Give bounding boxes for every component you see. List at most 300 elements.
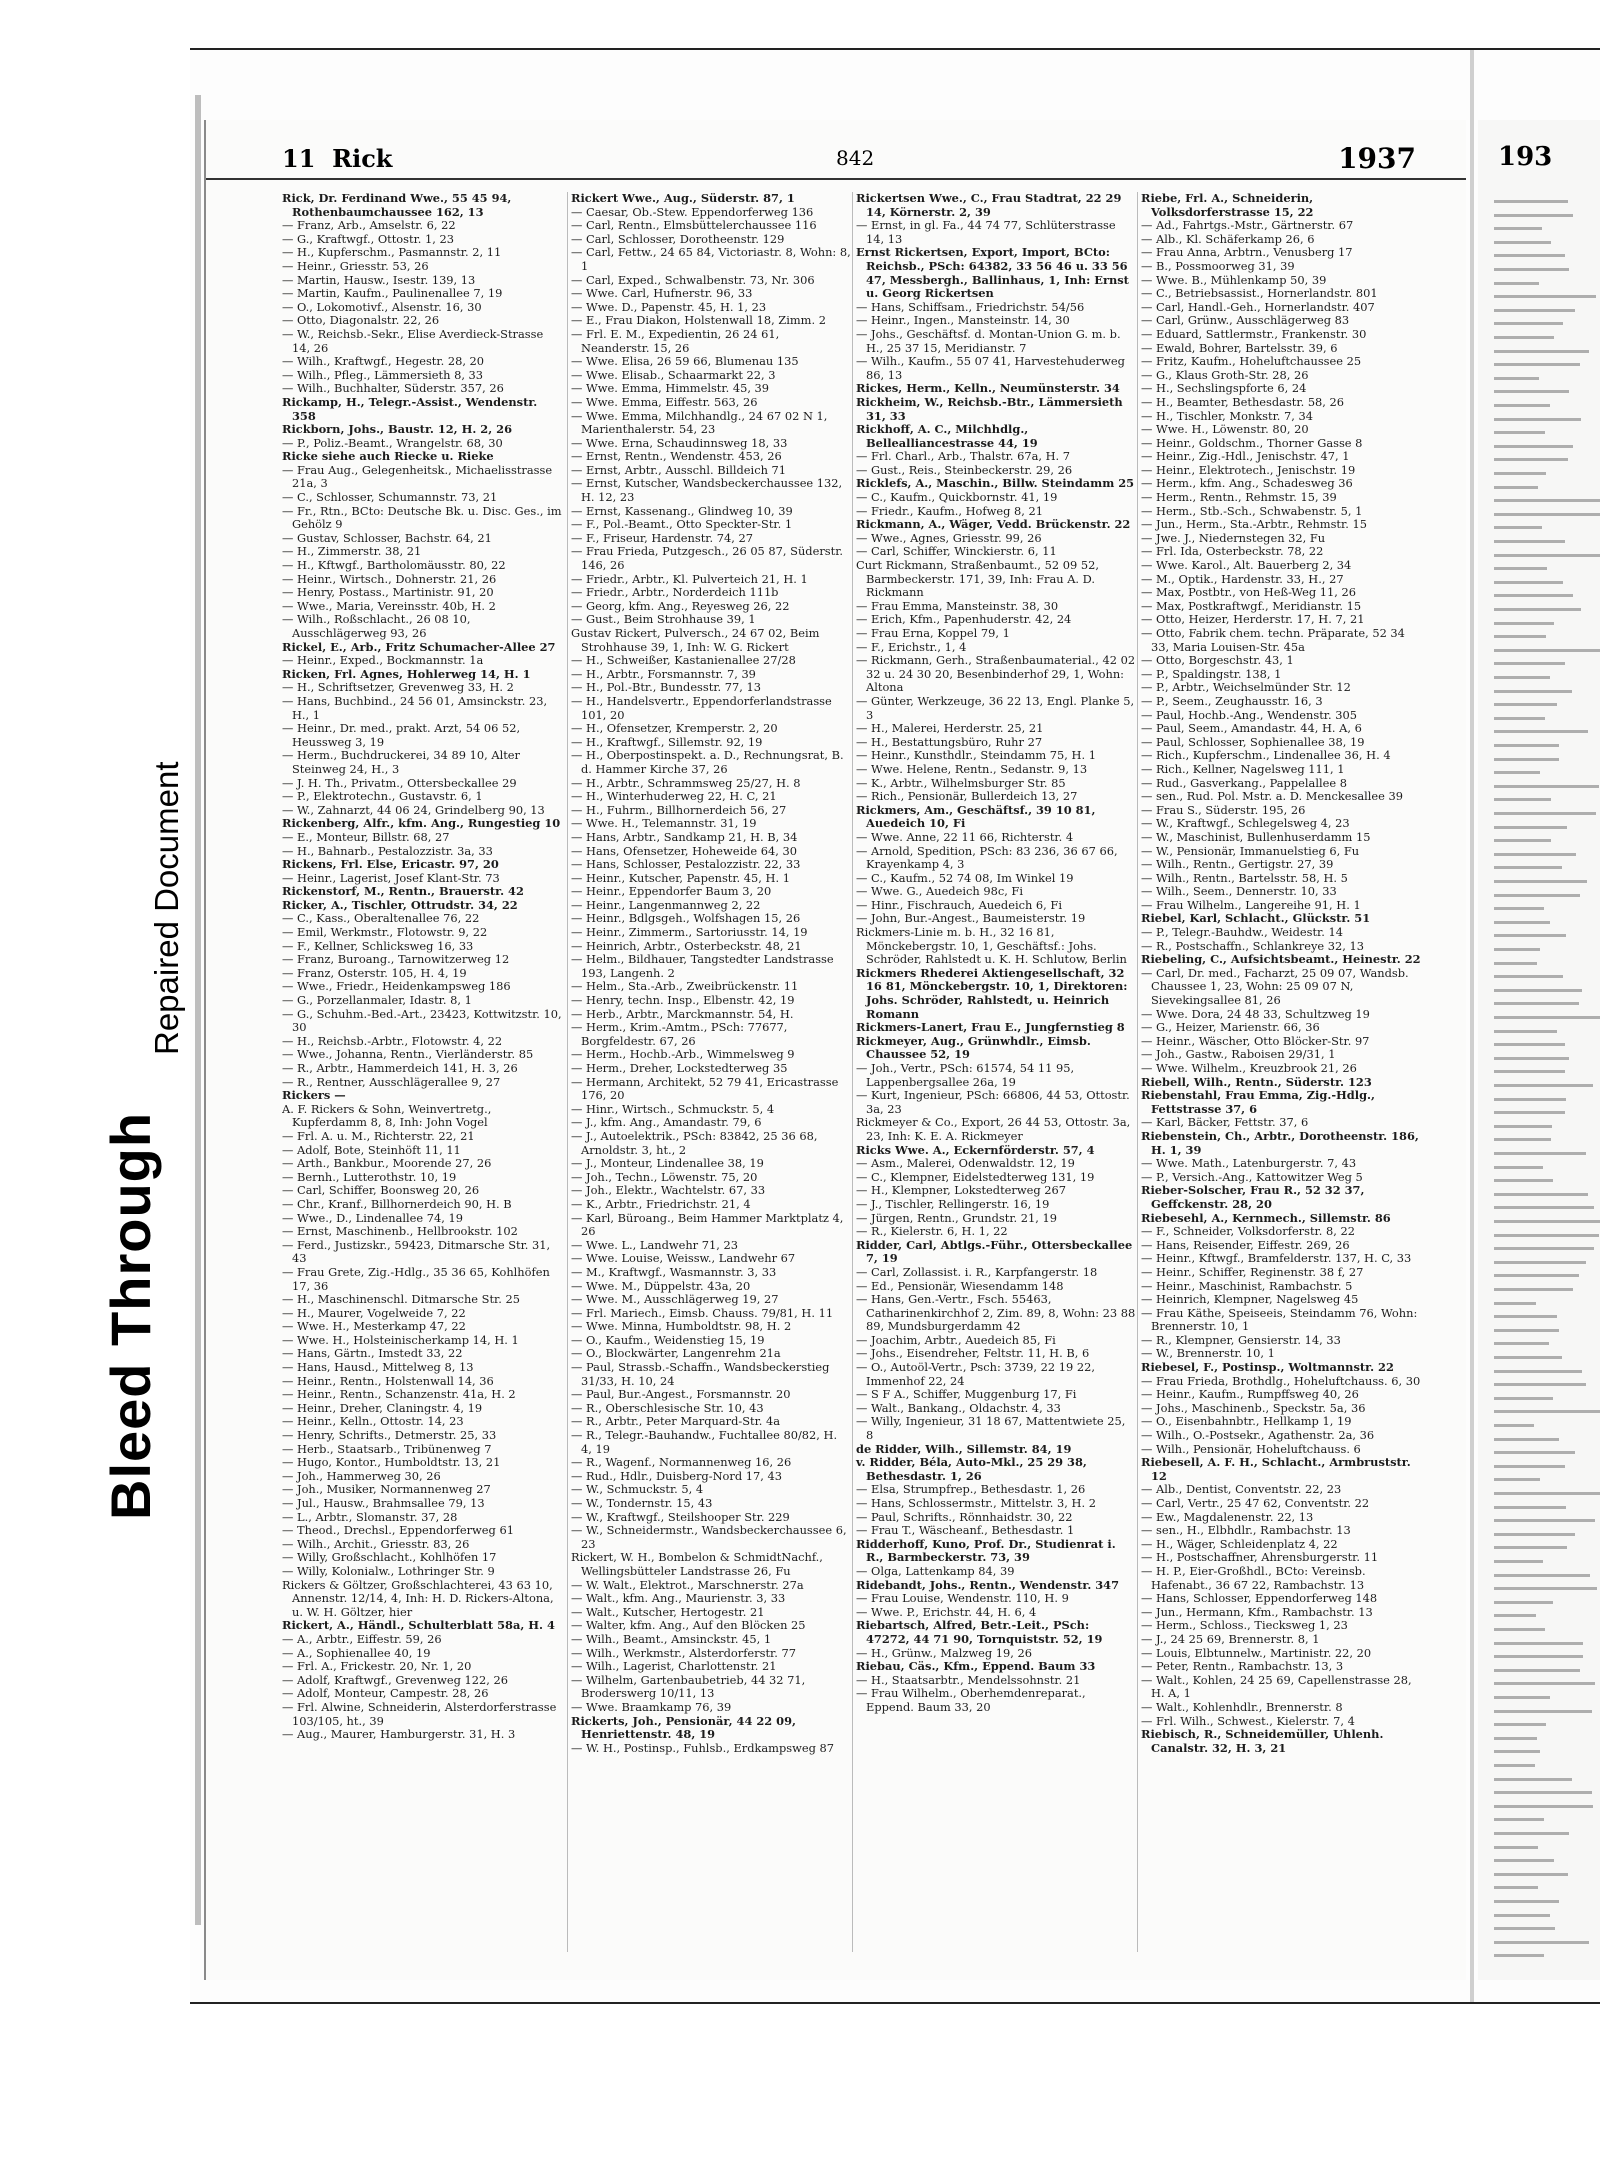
directory-entry: — W., Kraftwgf., Steilshooper Str. 229	[571, 1509, 790, 1524]
directory-entry: — Heinr., Bdlgsgeh., Wolfshagen 15, 26	[571, 911, 801, 926]
facing-page-text-line	[1494, 1750, 1540, 1753]
directory-entry: — H., Sechslingspforte 6, 24	[1141, 381, 1307, 396]
directory-entry: — Olga, Lattenkamp 84, 39	[856, 1563, 1015, 1578]
directory-entry: — W., Kraftwgf., Schlegelsweg 4, 23	[1141, 816, 1350, 831]
directory-entry: — H., Maurer, Vogelweide 7, 22	[282, 1305, 466, 1320]
directory-entry: — C., Kaufm., Quickbornstr. 41, 19	[856, 490, 1058, 505]
directory-entry: — R., Klempner, Gensierstr. 14, 33	[1141, 1332, 1341, 1347]
directory-entry: — Henry, Schrifts., Detmerstr. 25, 33	[282, 1428, 497, 1443]
directory-entry: — O., Blockwärter, Langenrehm 21a	[571, 1346, 781, 1361]
facing-page-text-line	[1494, 1016, 1600, 1019]
facing-page-text-line	[1494, 662, 1565, 665]
facing-page-text-line	[1494, 1247, 1594, 1250]
facing-page-text-line	[1494, 1220, 1600, 1223]
directory-entry: — Rud., Gasverkang., Pappelallee 8	[1141, 775, 1347, 790]
directory-entry: — Hans, Schiffsam., Friedrichstr. 54/56	[856, 299, 1085, 314]
facing-page-text-line	[1494, 744, 1559, 747]
directory-entry: — H., Fuhrm., Billhornerdeich 56, 27	[571, 802, 787, 817]
directory-entry: — Franz, Arb., Amselstr. 6, 22	[282, 218, 456, 233]
directory-entry: — J., 24 25 69, Brennerstr. 8, 1	[1141, 1631, 1320, 1646]
facing-page-text-line	[1494, 758, 1559, 761]
directory-entry: Rickert, W. H., Bombelon & SchmidtNachf., Wellingsbütteler Landstrasse 26, Fu	[571, 1550, 823, 1578]
facing-page-text-line	[1494, 1628, 1545, 1631]
directory-entry: — Herb., Staatsarb., Tribünenweg 7	[282, 1441, 492, 1456]
directory-entry: — Joh., Gastw., Raboisen 29/31, 1	[1141, 1047, 1336, 1062]
directory-entry: — Ad., Fahrtgs.-Mstr., Gärtnerstr. 67	[1141, 218, 1354, 233]
directory-entry: — Wwe. Emma, Milchhandlg., 24 67 02 N 1, Marienthalerstr. 54, 23	[571, 408, 828, 437]
directory-entry: — Heinr., Kaufm., Rumpffsweg 40, 26	[1141, 1387, 1359, 1402]
facing-page-text-line	[1494, 1900, 1559, 1903]
directory-entry: — Carl, Schiffer, Boonsweg 20, 26	[282, 1183, 480, 1198]
directory-entry-head: Rickel, E., Arb., Fritz Schumacher-Allee 27	[282, 639, 556, 654]
directory-entry: — Carl, Rentn., Elmsbüttelerchaussee 116	[571, 218, 817, 233]
facing-page-text-line	[1494, 703, 1557, 706]
directory-entry: — Herm., Krim.-Amtm., PSch: 77677, Borgfeldestr. 67, 26	[571, 1020, 788, 1048]
directory-entry: — Otto, Heizer, Herderstr. 17, H. 7, 21	[1141, 612, 1365, 627]
directory-entry: — Wwe. Erna, Schaudinnsweg 18, 33	[571, 435, 788, 450]
directory-entry-head: Rieber-Solscher, Frau R., 52 32 37, Geffckenstr. 28, 20	[1141, 1183, 1365, 1211]
directory-entry: — Carl, Grünw., Ausschlägerweg 83	[1141, 313, 1350, 328]
directory-entry-head: Rickmers Rhederei Aktiengesellschaft, 32 16 81, Mönckebergstr. 10, 1, Direktoren: Johs. Schröder, Rahlstedt, u. Heinrich Romann	[856, 965, 1128, 1021]
directory-entry: — Frau Frieda, Brothdlg., Hoheluftchauss. 6, 30	[1141, 1373, 1421, 1388]
directory-entry: — Joh., Vertr., PSch: 61574, 54 11 95, Lappenbergsallee 26a, 19	[856, 1061, 1075, 1089]
directory-entry: — Wilh., Beamt., Amsinckstr. 45, 1	[571, 1631, 772, 1646]
directory-entry: — C., Klempner, Eidelstedterweg 131, 19	[856, 1169, 1095, 1184]
directory-entry: — Wwe. H., Mesterkamp 47, 22	[282, 1319, 466, 1334]
directory-entry-head: Ricken, Frl. Agnes, Hohlerweg 14, H. 1	[282, 666, 531, 681]
facing-page-text-line	[1494, 962, 1537, 965]
directory-entry: — Wilh., Werkmstr., Alsterdorferstr. 77	[571, 1645, 796, 1660]
directory-entry: — Wilh., Archit., Griesstr. 83, 26	[282, 1536, 470, 1551]
directory-entry-head: Rickertsen Wwe., C., Frau Stadtrat, 22 29 14, Körnerstr. 2, 39	[856, 192, 1122, 219]
directory-entry: — O., Eisenbahnbtr., Hellkamp 1, 19	[1141, 1414, 1352, 1429]
facing-page-text-line	[1494, 486, 1538, 489]
directory-entry: — Frau T., Wäscheanf., Bethesdastr. 1	[856, 1523, 1075, 1538]
directory-entry: — H., Pol.-Btr., Bundesstr. 77, 13	[571, 680, 761, 695]
directory-entry: — Hans, Gärtn., Imstedt 33, 22	[282, 1346, 463, 1361]
directory-entry-head: Ridebandt, Johs., Rentn., Wendenstr. 347	[856, 1577, 1120, 1592]
directory-entry: — Hinr., Fischrauch, Auedeich 6, Fi	[856, 897, 1062, 912]
directory-entry: — Frau Erna, Koppel 79, 1	[856, 626, 1010, 640]
directory-entry: — Emil, Werkmstr., Flotowstr. 9, 22	[282, 925, 488, 940]
directory-entry-head: Rickmeyer, Aug., Grünwhdlr., Eimsb. Chaussee 52, 19	[856, 1033, 1091, 1062]
facing-page-text-line	[1494, 1342, 1549, 1345]
directory-entry-head: Rickamp, H., Telegr.-Assist., Wendenstr. 358	[282, 394, 538, 423]
directory-entry: Curt Rickmann, Straßenbaumt., 52 09 52, Barmbeckerstr. 171, 39, Inh: Frau A. D. Rickmann	[856, 558, 1100, 600]
directory-entry: — H., Oberpostinspekt. a. D., Rechnungsrat, B. d. Hammer Kirche 37, 26	[571, 748, 844, 776]
directory-entry: — Hans, Schlosser, Eppendorferweg 148	[1141, 1591, 1378, 1606]
directory-entry: — Wwe. M., Düppelstr. 43a, 20	[571, 1278, 751, 1293]
directory-entry: — Wwe. D., Papenstr. 45, H. 1, 23	[571, 299, 767, 314]
directory-entry: Rickmeyer & Co., Export, 26 44 53, Ottostr. 3a, 23, Inh: K. E. A. Rickmeyer	[856, 1115, 1131, 1143]
directory-entry: — Rud., Hdlr., Duisberg-Nord 17, 43	[571, 1468, 782, 1483]
label-bleed-through: Bleed Through	[99, 1111, 162, 1520]
directory-entry: — Carl, Exped., Schwalbenstr. 73, Nr. 306	[571, 272, 815, 287]
facing-page-text-line	[1494, 322, 1563, 325]
directory-entry: — B., Possmoorweg 31, 39	[1141, 258, 1295, 273]
directory-entry: — H., Reichsb.-Arbtr., Flotowstr. 4, 22	[282, 1033, 503, 1048]
directory-entry: — Frl. Charl., Arb., Thalstr. 67a, H. 7	[856, 449, 1071, 464]
directory-entry: — Herm., Dreher, Lockstedterweg 35	[571, 1061, 788, 1075]
directory-entry: — R., Wagenf., Normannenweg 16, 26	[571, 1455, 792, 1470]
directory-entry: — Johs., Maschinenb., Speckstr. 5a, 36	[1141, 1400, 1366, 1415]
directory-entry: — Frau Anna, Arbtrn., Venusberg 17	[1141, 245, 1353, 260]
directory-entry: — Wwe., D., Lindenallee 74, 19	[282, 1210, 463, 1225]
directory-entry: — Herm., Rentn., Rehmstr. 15, 39	[1141, 490, 1337, 505]
facing-page-text-line	[1494, 241, 1551, 244]
directory-entry: — Ernst, Kutscher, Wandsbeckerchaussee 132, H. 12, 23	[571, 476, 843, 505]
facing-page-text-line	[1494, 1424, 1534, 1427]
directory-entry: — John, Bur.-Angest., Baumeisterstr. 19	[856, 911, 1086, 926]
directory-entry: — J., Monteur, Lindenallee 38, 19	[571, 1156, 764, 1171]
directory-entry: — H., Bestattungsbüro, Ruhr 27	[856, 734, 1043, 749]
directory-entry: — Ferd., Justizskr., 59423, Ditmarsche Str. 31, 43	[282, 1237, 551, 1266]
directory-entry: — Hermann, Architekt, 52 79 41, Ericastrasse 176, 20	[571, 1074, 839, 1103]
directory-entry: — F., Pol.-Beamt., Otto Speckter-Str. 1	[571, 517, 793, 532]
directory-entry: — Max, Postkraftwgf., Meridianstr. 15	[1141, 598, 1362, 613]
directory-entry: — Walt., Kohlenhdlr., Brennerstr. 8	[1141, 1699, 1343, 1714]
directory-entry: — Wwe., Agnes, Griesstr. 99, 26	[856, 530, 1042, 545]
facing-page-text-line	[1494, 1315, 1557, 1318]
facing-page-text-line	[1494, 1723, 1546, 1726]
directory-entry: — Friedr., Arbtr., Norderdeich 111b	[571, 585, 779, 600]
directory-entry: — F., Kellner, Schlicksweg 16, 33	[282, 938, 474, 953]
directory-entry: — Wwe. L., Landwehr 71, 23	[571, 1237, 738, 1252]
directory-entry: — Johs., Eisendreher, Feltstr. 11, H. B, 6	[856, 1346, 1090, 1361]
directory-entry: — Frau Aug., Gelegenheitsk., Michaelisstrasse 21a, 3	[282, 462, 553, 491]
directory-entry: — Bernh., Lutterothstr. 10, 19	[282, 1169, 457, 1184]
directory-entry: — H., Kupferschm., Pasmannstr. 2, 11	[282, 245, 502, 260]
directory-entry-head: Rickmers-Lanert, Frau E., Jungfernstieg 8	[856, 1020, 1125, 1035]
directory-entry: — F., Friseur, Hardenstr. 74, 27	[571, 530, 753, 545]
directory-entry-head: Ricklefs, A., Maschin., Billw. Steindamm 25	[856, 476, 1135, 491]
directory-entry: — Hans, Schlossermstr., Mittelstr. 3, H. 2	[856, 1496, 1096, 1510]
annotation-labels	[50, 110, 200, 1520]
directory-entry: — M., Kraftwgf., Wasmannstr. 3, 33	[571, 1264, 777, 1279]
facing-page-text-line	[1494, 200, 1568, 203]
directory-entry: — Rich., Kupferschm., Lindenallee 36, H. 4	[1141, 748, 1391, 763]
directory-entry: — Walt., Kohlen, 24 25 69, Capellenstrasse 28, H. A, 1	[1141, 1672, 1412, 1701]
directory-entry: — H., Kftwgf., Bartholomäusstr. 80, 22	[282, 558, 506, 573]
facing-page-text-line	[1494, 350, 1589, 353]
directory-entry: — Paul, Schrifts., Rönnhaidstr. 30, 22	[856, 1509, 1073, 1524]
directory-entry-head: Rick, Dr. Ferdinand Wwe., 55 45 94, Rothenbaumchaussee 162, 13	[282, 192, 512, 219]
directory-entry: — Hans, Arbtr., Sandkamp 21, H. B, 34	[571, 829, 798, 844]
directory-entry: — L., Arbtr., Slomanstr. 37, 28	[282, 1509, 458, 1524]
facing-page-text-line	[1494, 1383, 1586, 1386]
column-1	[282, 192, 562, 1952]
facing-page-text-line	[1494, 853, 1576, 856]
directory-entry: — Ernst, Rentn., Wendenstr. 453, 26	[571, 449, 782, 464]
directory-entry: — Frl. Mariech., Eimsb. Chauss. 79/81, H. 11	[571, 1305, 834, 1320]
directory-entry-head: Riebeling, C., Aufsichtsbeamt., Heinestr. 22	[1141, 952, 1421, 967]
directory-entry: — Elsa, Strumpfrep., Bethesdastr. 1, 26	[856, 1482, 1086, 1497]
directory-entry-head: Rickens, Frl. Else, Ericastr. 97, 20	[282, 857, 499, 872]
facing-page-text-line	[1494, 1682, 1595, 1685]
directory-entry: — Caesar, Ob.-Stew. Eppendorferweg 136	[571, 204, 814, 219]
directory-entry: — Wwe. H., Holsteinischerkamp 14, H. 1	[282, 1332, 519, 1347]
directory-entry: — Ernst, in gl. Fa., 44 74 77, Schlüterstrasse 14, 13	[856, 218, 1116, 246]
directory-entry: — Heinr., Lagerist, Josef Klant-Str. 73	[282, 870, 500, 885]
directory-entry: — Wwe. H., Löwenstr. 80, 20	[1141, 422, 1309, 437]
directory-entry: — A., Arbtr., Eiffestr. 59, 26	[282, 1631, 442, 1646]
directory-entry: — Franz, Buroang., Tarnowitzerweg 12	[282, 952, 510, 967]
directory-entry: — Arth., Bankbur., Moorende 27, 26	[282, 1156, 492, 1171]
directory-entry: — Georg, kfm. Ang., Reyesweg 26, 22	[571, 598, 790, 613]
directory-entry: — Erich, Kfm., Papenhuderstr. 42, 24	[856, 612, 1072, 627]
facing-page-text-line	[1494, 1696, 1550, 1699]
directory-entry: — R., Kielerstr. 6, H. 1, 22	[856, 1224, 1008, 1239]
directory-entry: — H., Grünw., Malzweg 19, 26	[856, 1645, 1033, 1660]
directory-entry: — Joh., Elektr., Wachtelstr. 67, 33	[571, 1183, 766, 1198]
directory-entry: — Carl, Vertr., 25 47 62, Conventstr. 22	[1141, 1496, 1370, 1510]
directory-entry: — Otto, Fabrik chem. techn. Präparate, 52 34 33, Maria Louisen-Str. 45a	[1141, 626, 1405, 654]
directory-entry-head: Rickhoff, A. C., Milchhdlg., Bellealliancestrasse 44, 19	[856, 422, 1038, 450]
directory-entry: — W. H., Postinsp., Fuhlsb., Erdkampsweg 87	[571, 1740, 835, 1755]
facing-page-text-line	[1494, 676, 1550, 679]
directory-entry: — Frl. Wilh., Schwest., Kielerstr. 7, 4	[1141, 1713, 1355, 1728]
facing-page-text-line	[1494, 1356, 1562, 1359]
directory-entry: — Joh., Musiker, Normannenweg 27	[282, 1482, 491, 1497]
directory-entry: — Heinr., Schiffer, Reginenstr. 38 f, 27	[1141, 1264, 1364, 1279]
directory-columns	[282, 192, 1422, 1952]
directory-entry: — Alb., Dentist, Conventstr. 22, 23	[1141, 1482, 1342, 1497]
directory-entry: — Frau Wilhelm., Oberhemdenreparat., Eppend. Baum 33, 20	[856, 1686, 1086, 1714]
directory-entry: — Carl, Schiffer, Winckierstr. 6, 11	[856, 544, 1057, 559]
directory-entry-head: Ridder, Carl, Abtlgs.-Führ., Ottersbeckallee 7, 19	[856, 1237, 1133, 1266]
facing-page-text-line	[1494, 1166, 1543, 1169]
directory-entry: — H., Zimmerstr. 38, 21	[282, 544, 422, 559]
facing-page-text-line	[1494, 880, 1587, 883]
directory-entry: — E., Frau Diakon, Holstenwall 18, Zimm. 2	[571, 313, 826, 328]
facing-page-text-line	[1494, 1832, 1569, 1835]
directory-entry: — H., Arbtr., Schrammsweg 25/27, H. 8	[571, 775, 801, 790]
facing-page-text-line	[1494, 1261, 1586, 1264]
directory-entry: — Wilh., Rentn., Bartelsstr. 58, H. 5	[1141, 870, 1348, 885]
facing-page-text-line	[1494, 1152, 1586, 1155]
directory-entry: — H., Malerei, Herderstr. 25, 21	[856, 721, 1044, 736]
directory-entry-head: Ricks Wwe. A., Eckernförderstr. 57, 4	[856, 1142, 1095, 1157]
facing-page-text-line	[1494, 1655, 1583, 1658]
directory-entry: — Rickmann, Gerh., Straßenbaumaterial., 42 02 32 u. 24 30 20, Besenbinderhof 29, 1, Wohn: Altona	[856, 653, 1136, 695]
directory-entry: — Heinr., Dreher, Claningstr. 4, 19	[282, 1400, 483, 1415]
directory-entry: — W., Tondernstr. 15, 43	[571, 1496, 713, 1510]
directory-entry: — W., Reichsb.-Sekr., Elise Averdieck-Strasse 14, 26	[282, 326, 544, 355]
directory-entry: — Carl, Fettw., 24 65 84, Victoriastr. 8, Wohn: 8, 1	[571, 245, 851, 273]
facing-page-text-line	[1494, 418, 1581, 421]
directory-entry: — H., Bahnarb., Pestalozzistr. 3a, 33	[282, 843, 493, 858]
directory-entry: — Herb., Arbtr., Marckmannstr. 54, H.	[571, 1006, 794, 1021]
directory-entry: — Paul, Schlosser, Sophienallee 38, 19	[1141, 734, 1365, 749]
directory-entry: — R., Telegr.-Bauhandw., Fuchtallee 80/82, H. 4, 19	[571, 1428, 838, 1456]
directory-entry: — S F A., Schiffer, Muggenburg 17, Fi	[856, 1387, 1077, 1402]
facing-page-text-line	[1494, 1057, 1569, 1060]
directory-entry: — W. Walt., Elektrot., Marschnerstr. 27a	[571, 1577, 804, 1592]
facing-page-text-line	[1494, 1506, 1566, 1509]
directory-entry: — Carl, Handl.-Geh., Hornerlandstr. 407	[1141, 299, 1375, 314]
directory-entry: — H. P., Eier-Großhdl., BCto: Vereinsb. Hafenabt., 36 67 22, Rambachstr. 13	[1141, 1563, 1366, 1592]
facing-page-text-line	[1494, 1451, 1575, 1454]
facing-page-text-line	[1494, 1410, 1600, 1413]
page-number: 842	[836, 146, 875, 170]
facing-page-text-line	[1494, 1465, 1565, 1468]
directory-entry: — O., Lokomotivf., Alsenstr. 16, 30	[282, 299, 482, 314]
facing-page-text-line	[1494, 472, 1546, 475]
directory-entry: — Frau Grete, Zig.-Hdlg., 35 36 65, Kohlhöfen 17, 36	[282, 1264, 550, 1293]
directory-entry: — P., Seem., Zeughausstr. 16, 3	[1141, 693, 1323, 708]
directory-entry-head: Rickert Wwe., Aug., Süderstr. 87, 1	[571, 192, 795, 205]
facing-page-text-line	[1494, 458, 1568, 461]
directory-entry: — Eduard, Sattlermstr., Frankenstr. 30	[1141, 326, 1367, 341]
directory-entry: — Ernst, Kassenang., Glindweg 10, 39	[571, 503, 793, 518]
directory-entry: — Paul, Hochb.-Ang., Wendenstr. 305	[1141, 707, 1357, 722]
directory-entry-head: Rickmann, A., Wäger, Vedd. Brückenstr. 22	[856, 517, 1131, 532]
directory-entry: — Frau Louise, Wendenstr. 110, H. 9	[856, 1591, 1069, 1606]
directory-entry: — H., Wäger, Schleidenplatz 4, 22	[1141, 1536, 1338, 1551]
directory-entry: — P., Arbtr., Weichselmünder Str. 12	[1141, 680, 1351, 695]
directory-entry: — Heinr., Kftwgf., Bramfelderstr. 137, H. C, 33	[1141, 1251, 1412, 1266]
directory-entry: — Walt., Bankang., Oldachstr. 4, 33	[856, 1400, 1061, 1415]
directory-entry: — R., Arbtr., Hammerdeich 141, H. 3, 26	[282, 1061, 518, 1075]
directory-entry: — Rich., Pensionär, Bullerdeich 13, 27	[856, 789, 1078, 804]
directory-entry-head: Riebell, Wilh., Rentn., Süderstr. 123	[1141, 1074, 1372, 1089]
directory-entry: — H., Postschaffner, Ahrensburgerstr. 11	[1141, 1550, 1379, 1565]
directory-entry: — Heinr., Maschinist, Rambachstr. 5	[1141, 1278, 1353, 1293]
directory-entry-head: Riebesel, F., Postinsp., Woltmannstr. 22	[1141, 1360, 1394, 1375]
facing-page-text-line	[1494, 227, 1542, 230]
directory-entry: — Willy, Großschlacht., Kohlhöfen 17	[282, 1550, 497, 1565]
directory-entry-head: Ernst Rickertsen, Export, Import, BCto: Reichsb., PSch: 64382, 33 56 46 u. 33 56 47, Messbergh., Ballinhaus, 1, Inh: Ernst u. Georg Rickertsen	[856, 245, 1129, 301]
directory-entry: — Ewald, Bohrer, Bartelsstr. 39, 6	[1141, 340, 1338, 355]
directory-entry: — Theod., Drechsl., Eppendorferweg 61	[282, 1523, 514, 1538]
directory-entry: — Joachim, Arbtr., Auedeich 85, Fi	[856, 1332, 1056, 1347]
facing-page-text-line	[1494, 1614, 1536, 1617]
directory-entry: — R., Rentner, Ausschlägerallee 9, 27	[282, 1074, 501, 1089]
directory-entry: — Wwe. Elisa, 26 59 66, Blumenau 135	[571, 354, 799, 369]
directory-entry: — E., Monteur, Billstr. 68, 27	[282, 829, 450, 844]
directory-entry: — Otto, Diagonalstr. 22, 26	[282, 313, 440, 328]
directory-entry: — Frl. A., Frickestr. 20, Nr. 1, 20	[282, 1659, 472, 1674]
directory-entry: — Martin, Hausw., Isestr. 139, 13	[282, 272, 476, 287]
directory-entry: — Wwe. Math., Latenburgerstr. 7, 43	[1141, 1156, 1357, 1171]
directory-entry-head: Ridderhoff, Kuno, Prof. Dr., Studienrat i. R., Barmbeckerstr. 73, 39	[856, 1536, 1116, 1565]
directory-entry-head: Riebel, Karl, Schlacht., Glückstr. 51	[1141, 911, 1371, 926]
column-3	[852, 192, 1136, 1952]
directory-entry: — C., Schlosser, Schumannstr. 73, 21	[282, 490, 498, 505]
directory-entry: — Heinr., Kutscher, Papenstr. 45, H. 1	[571, 870, 790, 885]
directory-entry: — H., Tischler, Monkstr. 7, 34	[1141, 408, 1314, 423]
facing-page-text-line	[1494, 1533, 1575, 1536]
facing-page-text-line	[1494, 1737, 1537, 1740]
directory-entry: — K., Arbtr., Wilhelmsburger Str. 85	[856, 775, 1066, 790]
directory-entry: — C., Kass., Oberaltenallee 76, 22	[282, 911, 480, 926]
directory-entry: — Wwe. H., Telemannstr. 31, 19	[571, 816, 757, 831]
directory-entry: — Wwe. Carl, Hufnerstr. 96, 33	[571, 286, 753, 301]
directory-entry: — Paul, Bur.-Angest., Forsmannstr. 20	[571, 1387, 791, 1402]
directory-entry: — Arnold, Spedition, PSch: 83 236, 36 67 66, Krayenkamp 4, 3	[856, 843, 1118, 872]
directory-entry: — Frl. E. M., Expedientin, 26 24 61, Neanderstr. 15, 26	[571, 326, 780, 355]
directory-entry: — Franz, Osterstr. 105, H. 4, 19	[282, 965, 467, 980]
directory-entry: — Wilh., Pfleg., Lämmersieth 8, 33	[282, 367, 484, 382]
label-repaired-document: Repaired Document	[148, 761, 185, 1055]
directory-entry: — Heinr., Elektrotech., Jenischstr. 19	[1141, 462, 1356, 477]
directory-entry: — Heinr., Dr. med., prakt. Arzt, 54 06 52, Heussweg 3, 19	[282, 721, 521, 749]
directory-entry: — Wilh., Buchhalter, Süderstr. 357, 26	[282, 381, 504, 396]
directory-entry: — Willy, Kolonialw., Lothringer Str. 9	[282, 1563, 495, 1578]
directory-entry: — Heinr., Kunsthdlr., Steindamm 75, H. 1	[856, 748, 1096, 763]
directory-entry: — G., Kraftwgf., Ottostr. 1, 23	[282, 231, 455, 246]
directory-entry: — Walt., kfm. Ang., Maurienstr. 3, 33	[571, 1591, 786, 1606]
directory-entry: — Willy, Ingenieur, 31 18 67, Mattentwiete 25, 8	[856, 1414, 1126, 1443]
directory-entry: — Heinr., Wäscher, Otto Blöcker-Str. 97	[1141, 1033, 1370, 1048]
facing-page-text-line	[1494, 363, 1580, 366]
directory-entry-head: Ricke siehe auch Riecke u. Rieke	[282, 449, 494, 464]
directory-entry: — Hans, Schlosser, Pestalozzistr. 22, 33	[571, 857, 801, 872]
binding-edge	[195, 95, 201, 1925]
directory-entry: — Heinr., Griesstr. 53, 26	[282, 258, 429, 273]
directory-entry: — Jun., Hermann, Kfm., Rambachstr. 13	[1141, 1604, 1373, 1619]
directory-entry: — Carl, Dr. med., Facharzt, 25 09 07, Wandsb. Chaussee 1, 23, Wohn: 25 09 07 N, Sievekingsallee 81, 26	[1141, 965, 1409, 1008]
facing-page-text-line	[1494, 635, 1546, 638]
directory-entry: — G., Porzellanmaler, Idastr. 8, 1	[282, 993, 472, 1008]
facing-page-text-line	[1494, 907, 1544, 910]
directory-entry: — J. H. Th., Privatm., Ottersbeckallee 29	[282, 775, 517, 790]
directory-entry: — Heinr., Goldschm., Thorner Gasse 8	[1141, 435, 1363, 450]
directory-entry: — Frau Käthe, Speiseeis, Steindamm 76, Wohn: Brennerstr. 10, 1	[1141, 1305, 1418, 1334]
facing-page-text-line	[1494, 1710, 1592, 1713]
facing-page-text-line	[1494, 499, 1600, 502]
directory-entry: — Karl, Büroang., Beim Hammer Marktplatz 4, 26	[571, 1210, 844, 1239]
directory-entry: — Wwe. Karol., Alt. Bauerberg 2, 34	[1141, 558, 1352, 573]
directory-entry: — Wwe. P., Erichstr. 44, H. 6, 4	[856, 1604, 1037, 1619]
directory-entry: — P., Versich.-Ang., Kattowitzer Weg 5	[1141, 1169, 1363, 1184]
directory-entry: — F., Schneider, Volksdorferstr. 8, 22	[1141, 1224, 1355, 1239]
directory-entry: — Hans, Gen.-Vertr., Fsch. 55463, Catharinenkirchhof 2, Zim. 89, 8, Wohn: 23 88 89, Mundsburgerdamm 42	[856, 1292, 1136, 1334]
facing-page-text-line	[1494, 594, 1573, 597]
scanned-spread	[190, 48, 1600, 2004]
facing-page-text-line	[1494, 1288, 1573, 1291]
directory-entry: — M., Optik., Hardenstr. 33, H., 27	[1141, 571, 1344, 586]
directory-page	[204, 120, 1466, 1980]
directory-entry: — Heinr., Exped., Bockmannstr. 1a	[282, 653, 484, 668]
facing-page-text-line	[1494, 1818, 1544, 1821]
directory-entry: — Wwe., Johanna, Rentn., Vierländerstr. 85	[282, 1047, 534, 1062]
directory-entry: — Gustav, Schlosser, Bachstr. 64, 21	[282, 530, 492, 545]
facing-page-text-line	[1494, 1560, 1543, 1563]
directory-entry: — Frl. A. u. M., Richterstr. 22, 21	[282, 1128, 475, 1143]
directory-entry: — P., Telegr.-Bauhdw., Weidestr. 14	[1141, 925, 1343, 940]
directory-entry: — Wilh., Lagerist, Charlottenstr. 21	[571, 1659, 777, 1674]
running-head	[206, 138, 1466, 180]
facing-page-text-line	[1494, 431, 1545, 434]
facing-page-edge	[1478, 120, 1600, 1980]
directory-entry: — Adolf, Kraftwgf., Grevenweg 122, 26	[282, 1672, 509, 1687]
facing-page-text-line	[1494, 921, 1550, 924]
facing-page-text-line	[1494, 622, 1554, 625]
facing-page-text-line	[1494, 1478, 1540, 1481]
directory-entry-head: Riebartsch, Alfred, Betr.-Leit., PSch: 47272, 44 71 90, Tornquiststr. 52, 19	[856, 1618, 1103, 1646]
directory-entry: — Hans, Reisender, Eiffestr. 269, 26	[1141, 1237, 1350, 1252]
directory-entry: — Jun., Herm., Sta.-Arbtr., Rehmstr. 15	[1141, 517, 1367, 532]
facing-page-text-line	[1494, 1125, 1552, 1128]
directory-entry-head: Rickmers, Am., Geschäftsf., 39 10 81, Auedeich 10, Fi	[856, 802, 1096, 831]
facing-page-text-line	[1494, 812, 1596, 815]
directory-entry: — Hinr., Wirtsch., Schmuckstr. 5, 4	[571, 1101, 775, 1116]
directory-entry-head: Riebau, Cäs., Kfm., Eppend. Baum 33	[856, 1659, 1096, 1674]
directory-entry: — Ernst, Arbtr., Ausschl. Billdeich 71	[571, 462, 787, 477]
directory-entry: — Hans, Ofensetzer, Hoheweide 64, 30	[571, 843, 798, 858]
directory-entry: — Frau Wilhelm., Langereihe 91, H. 1	[1141, 897, 1361, 912]
